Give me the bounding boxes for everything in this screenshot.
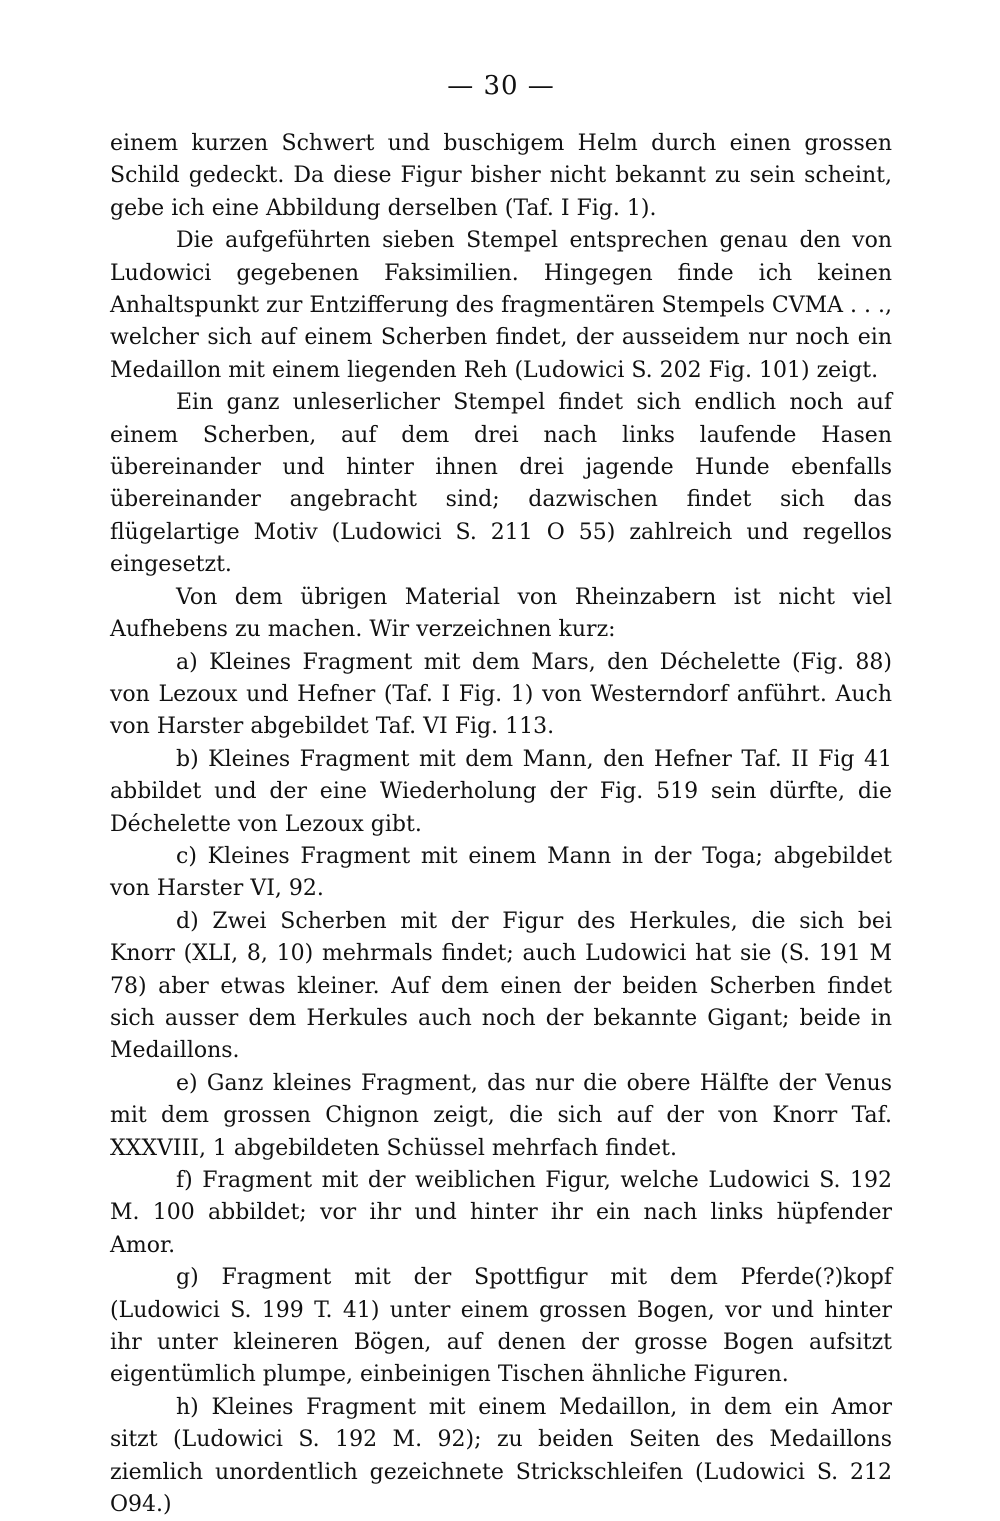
list-item-a: a) Kleines Fragment mit dem Mars, den Déchelette (Fig. 88) von Lezoux und Hefner (Taf. I Fig. 1) von Westerndorf anführt. Auch von Harster abgebildet Taf. VI Fig. 113. xyxy=(110,649,892,740)
document-page xyxy=(110,66,892,1521)
list-item-g: g) Fragment mit der Spottfigur mit dem Pferde(?)kopf (Ludowici S. 199 T. 41) unter einem grossen Bogen, vor und hinter ihr unter kleineren Bögen, auf denen der grosse Bogen aufsitzt eigentümlich plumpe, einbeinigen Tischen ähnliche Figuren. xyxy=(110,1265,892,1388)
list-item-b: b) Kleines Fragment mit dem Mann, den Hefner Taf. II Fig 41 abbildet und der eine Wiederholung der Fig. 519 sein dürfte, die Déchelette von Lezoux gibt. xyxy=(110,746,892,837)
paragraph-stempel-faksimilien: Die aufgeführten sieben Stempel entsprechen genau den von Ludowici gegebenen Faksimilien. Hingegen finde ich keinen Anhaltspunkt zur Entzifferung des fragmentären Stempels CVMA . . ., welcher sich auf einem Scherben findet, der ausseidem nur noch ein Medaillon mit einem liegenden Reh (Ludowici S. 202 Fig. 101) zeigt. xyxy=(110,228,892,383)
list-item-d: d) Zwei Scherben mit der Figur des Herkules, die sich bei Knorr (XLI, 8, 10) mehrmals findet; auch Ludowici hat sie (S. 191 M 78) aber etwas kleiner. Auf dem einen der beiden Scherben findet sich ausser dem Herkules auch noch der bekannte Gigant; beide in Medaillons. xyxy=(110,908,892,1064)
paragraph-continuation: einem kurzen Schwert und buschigem Helm durch einen grossen Schild gedeckt. Da diese Figur bisher nicht bekannt zu sein scheint, gebe ich eine Abbildung derselben (Taf. I Fig. 1). xyxy=(110,131,892,221)
list-item-f: f) Fragment mit der weiblichen Figur, welche Ludowici S. 192 M. 100 abbildet; vor ihr und hinter ihr ein nach links hüpfender Amor. xyxy=(110,1168,892,1258)
list-item-c: c) Kleines Fragment mit einem Mann in der Toga; abgebildet von Harster VI, 92. xyxy=(110,843,892,902)
list-item-h: h) Kleines Fragment mit einem Medaillon, in dem ein Amor sitzt (Ludowici S. 192 M. 92); zu beiden Seiten des Medaillons ziemlich unordentlich gezeichnete Strickschleifen (Ludowici S. 212 O94.) xyxy=(110,1394,892,1518)
page-number: — 30 — xyxy=(447,71,555,101)
list-item-e: e) Ganz kleines Fragment, das nur die obere Hälfte der Venus mit dem grossen Chignon zeigt, die sich auf der von Knorr Taf. XXXVIII, 1 abgebildeten Schüssel mehrfach findet. xyxy=(110,1070,892,1161)
paragraph-unleserlicher-stempel: Ein ganz unleserlicher Stempel findet sich endlich noch auf einem Scherben, auf dem drei nach links laufende Hasen übereinander und hinter ihnen drei jagende Hunde ebenfalls übereinander angebracht sind; dazwischen findet sich das flügelartige Motiv (Ludowici S. 211 O 55) zahlreich und regellos eingesetzt. xyxy=(110,390,892,578)
paragraph-uebriges-material: Von dem übrigen Material von Rheinzabern ist nicht viel Aufhebens zu machen. Wir verzeichnen kurz: xyxy=(110,584,892,643)
